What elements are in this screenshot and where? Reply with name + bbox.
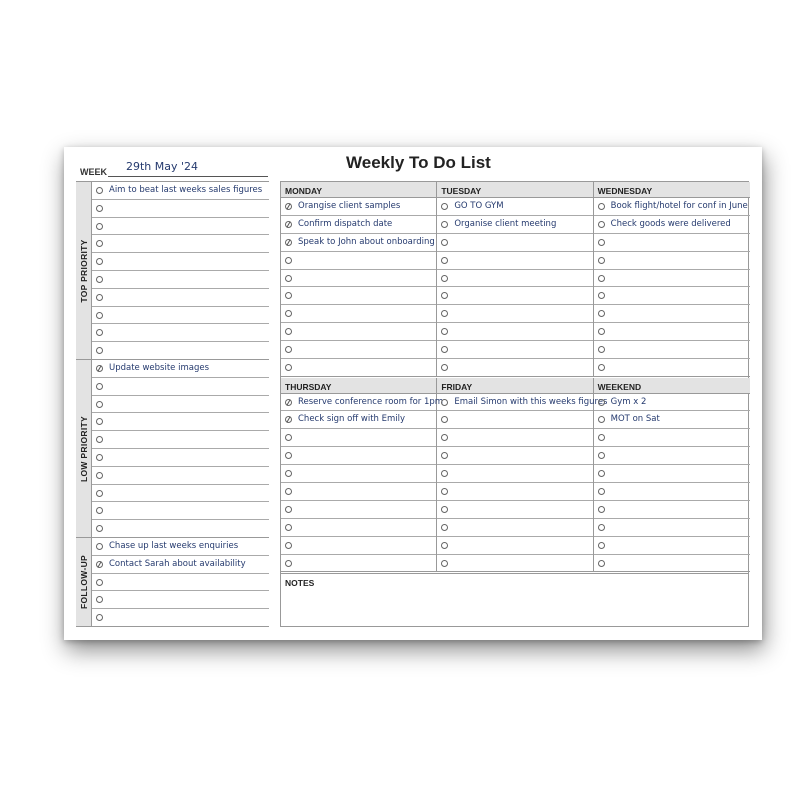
task-row[interactable] [437, 341, 592, 359]
task-row[interactable] [92, 182, 269, 200]
task-checkbox[interactable] [285, 275, 292, 282]
task-text: Contact Sarah about availability [109, 558, 246, 569]
task-checkbox[interactable] [598, 524, 605, 531]
task-row[interactable] [437, 287, 592, 305]
task-row[interactable] [437, 429, 592, 447]
task-checkbox[interactable] [598, 346, 605, 353]
task-row[interactable] [281, 411, 436, 429]
low-priority-label: LOW PRIORITY [78, 415, 89, 482]
task-row[interactable] [594, 216, 750, 234]
task-checkbox[interactable] [96, 365, 103, 372]
task-row[interactable] [594, 252, 750, 270]
task-row[interactable] [437, 501, 592, 519]
task-row[interactable] [281, 447, 436, 465]
task-row[interactable] [437, 447, 592, 465]
notes-area[interactable] [281, 573, 748, 626]
task-checkbox[interactable] [441, 239, 448, 246]
task-row[interactable] [92, 342, 269, 360]
top-priority-rows [92, 182, 269, 360]
task-checkbox[interactable] [441, 346, 448, 353]
task-row[interactable] [437, 555, 592, 573]
task-text: GO TO GYM [454, 201, 504, 211]
task-row[interactable] [594, 483, 750, 501]
task-text: Speak to John about onboarding [298, 236, 435, 247]
task-checkbox[interactable] [441, 542, 448, 549]
task-row[interactable] [437, 359, 592, 377]
task-row[interactable] [594, 501, 750, 519]
low-priority-section [76, 360, 269, 538]
day-column-monday [281, 182, 437, 377]
task-checkbox[interactable] [285, 346, 292, 353]
task-checkbox[interactable] [598, 257, 605, 264]
task-checkbox[interactable] [285, 434, 292, 441]
day-header: MONDAY [281, 182, 436, 198]
task-checkbox[interactable] [598, 364, 605, 371]
day-column-friday [437, 378, 608, 573]
task-row[interactable] [281, 537, 436, 555]
task-row[interactable] [281, 359, 436, 377]
top-priority-label: TOP PRIORITY [78, 238, 89, 303]
day-header: TUESDAY [437, 182, 592, 198]
task-checkbox[interactable] [441, 488, 448, 495]
task-checkbox[interactable] [285, 203, 292, 210]
task-checkbox[interactable] [441, 470, 448, 477]
task-row[interactable] [437, 198, 592, 216]
day-column-wednesday [594, 182, 750, 377]
task-row[interactable] [281, 483, 436, 501]
task-checkbox[interactable] [96, 401, 103, 408]
task-row[interactable] [594, 429, 750, 447]
task-checkbox[interactable] [96, 205, 103, 212]
task-row[interactable] [594, 341, 750, 359]
task-checkbox[interactable] [285, 364, 292, 371]
task-row[interactable] [594, 394, 750, 412]
task-checkbox[interactable] [441, 292, 448, 299]
priority-panel [76, 181, 269, 627]
task-row[interactable] [92, 396, 269, 414]
week-days-panel [280, 181, 749, 627]
task-checkbox[interactable] [96, 507, 103, 514]
task-text: Update website images [109, 363, 210, 373]
task-checkbox[interactable] [441, 506, 448, 513]
task-checkbox[interactable] [598, 310, 605, 317]
task-checkbox[interactable] [598, 203, 605, 210]
task-row[interactable] [281, 216, 436, 234]
task-row[interactable] [281, 323, 436, 341]
task-checkbox[interactable] [96, 596, 103, 603]
task-checkbox[interactable] [598, 434, 605, 441]
task-checkbox[interactable] [441, 221, 448, 228]
task-row[interactable] [92, 324, 269, 342]
planner-sheet [64, 147, 762, 640]
task-checkbox[interactable] [96, 329, 103, 336]
task-checkbox[interactable] [285, 328, 292, 335]
task-checkbox[interactable] [285, 292, 292, 299]
task-checkbox[interactable] [285, 239, 292, 246]
task-row[interactable] [92, 502, 269, 520]
task-row[interactable] [437, 305, 592, 323]
task-checkbox[interactable] [598, 506, 605, 513]
task-checkbox[interactable] [598, 292, 605, 299]
task-checkbox[interactable] [598, 488, 605, 495]
task-checkbox[interactable] [598, 470, 605, 477]
week-value[interactable]: 29th May '24 [126, 160, 199, 173]
task-row[interactable] [437, 537, 592, 555]
task-row[interactable] [281, 429, 436, 447]
task-row[interactable] [92, 200, 269, 218]
task-checkbox[interactable] [96, 561, 103, 568]
low-priority-rows [92, 360, 269, 538]
task-checkbox[interactable] [96, 258, 103, 265]
task-checkbox[interactable] [96, 312, 103, 319]
task-text: Gym x 2 [610, 396, 647, 407]
task-checkbox[interactable] [285, 506, 292, 513]
task-checkbox[interactable] [598, 221, 605, 228]
task-row[interactable] [594, 287, 750, 305]
day-header: FRIDAY [437, 378, 592, 394]
task-text: Confirm dispatch date [298, 218, 393, 229]
task-row[interactable] [437, 234, 592, 252]
task-row[interactable] [92, 556, 269, 574]
task-checkbox[interactable] [441, 560, 448, 567]
task-row[interactable] [92, 520, 269, 538]
low-priority-label-strip [76, 360, 92, 537]
task-row[interactable] [281, 270, 436, 288]
task-row[interactable] [281, 519, 436, 537]
task-row[interactable] [92, 218, 269, 236]
task-checkbox[interactable] [96, 223, 103, 230]
task-checkbox[interactable] [96, 347, 103, 354]
task-row[interactable] [437, 465, 592, 483]
notes-label: NOTES [285, 578, 315, 588]
task-text: Reserve conference room for 1pm [298, 396, 444, 407]
task-checkbox[interactable] [441, 310, 448, 317]
task-checkbox[interactable] [285, 542, 292, 549]
task-checkbox[interactable] [441, 275, 448, 282]
task-checkbox[interactable] [285, 470, 292, 477]
task-checkbox[interactable] [598, 452, 605, 459]
day-header: WEEKEND [594, 378, 750, 394]
task-checkbox[interactable] [96, 276, 103, 283]
task-checkbox[interactable] [96, 187, 103, 194]
task-checkbox[interactable] [441, 416, 448, 423]
task-row[interactable] [594, 198, 750, 216]
task-row[interactable] [437, 411, 592, 429]
task-text: Aim to beat last weeks sales figures [109, 185, 263, 195]
top-priority-section [76, 182, 269, 360]
task-row[interactable] [92, 271, 269, 289]
page-title: Weekly To Do List [346, 153, 491, 172]
task-row[interactable] [92, 378, 269, 396]
task-checkbox[interactable] [441, 203, 448, 210]
task-row[interactable] [281, 465, 436, 483]
task-row[interactable] [594, 537, 750, 555]
task-checkbox[interactable] [598, 239, 605, 246]
follow-up-section [76, 538, 269, 627]
task-row[interactable] [92, 289, 269, 307]
task-row[interactable] [92, 449, 269, 467]
task-checkbox[interactable] [285, 452, 292, 459]
task-row[interactable] [92, 235, 269, 253]
task-row[interactable] [281, 252, 436, 270]
task-text: Email Simon with this weeks figures [454, 396, 608, 407]
task-row[interactable] [92, 485, 269, 503]
task-checkbox[interactable] [441, 434, 448, 441]
task-text: Check sign off with Emily [298, 414, 406, 425]
task-checkbox[interactable] [285, 560, 292, 567]
day-column-thursday [281, 378, 444, 573]
task-row[interactable] [437, 216, 592, 234]
task-row[interactable] [594, 234, 750, 252]
task-row[interactable] [92, 413, 269, 431]
task-text: MOT on Sat [610, 414, 660, 425]
task-row[interactable] [437, 323, 592, 341]
task-text: Book flight/hotel for conf in June [610, 201, 748, 211]
task-checkbox[interactable] [598, 328, 605, 335]
task-checkbox[interactable] [285, 310, 292, 317]
task-row[interactable] [437, 483, 592, 501]
task-checkbox[interactable] [96, 579, 103, 586]
task-checkbox[interactable] [441, 364, 448, 371]
task-row[interactable] [92, 467, 269, 485]
task-text: Orangise client samples [298, 201, 401, 211]
task-row[interactable] [281, 198, 436, 216]
task-checkbox[interactable] [96, 490, 103, 497]
task-row[interactable] [281, 341, 436, 359]
task-row[interactable] [281, 287, 436, 305]
week-field-line [108, 176, 268, 177]
task-checkbox[interactable] [441, 328, 448, 335]
task-checkbox[interactable] [598, 560, 605, 567]
task-row[interactable] [594, 270, 750, 288]
task-checkbox[interactable] [441, 452, 448, 459]
task-row[interactable] [594, 323, 750, 341]
task-row[interactable] [281, 234, 436, 252]
task-row[interactable] [92, 609, 269, 627]
task-row[interactable] [594, 519, 750, 537]
task-row[interactable] [594, 555, 750, 573]
task-row[interactable] [437, 394, 608, 412]
top-priority-label-strip [76, 182, 92, 359]
task-row[interactable] [437, 519, 592, 537]
task-text: Check goods were delivered [610, 218, 731, 229]
task-checkbox[interactable] [285, 257, 292, 264]
task-row[interactable] [594, 411, 750, 429]
task-text: Chase up last weeks enquiries [109, 541, 239, 551]
day-header: THURSDAY [281, 378, 436, 394]
task-row[interactable] [92, 253, 269, 271]
task-row[interactable] [437, 252, 592, 270]
task-checkbox[interactable] [441, 257, 448, 264]
task-checkbox[interactable] [96, 525, 103, 532]
task-row[interactable] [92, 431, 269, 449]
day-column-tuesday [437, 182, 593, 377]
task-text: Organise client meeting [454, 218, 557, 229]
task-checkbox[interactable] [96, 472, 103, 479]
task-checkbox[interactable] [96, 436, 103, 443]
task-row[interactable] [594, 305, 750, 323]
task-row[interactable] [281, 394, 444, 412]
task-checkbox[interactable] [96, 543, 103, 550]
task-checkbox[interactable] [285, 221, 292, 228]
task-checkbox[interactable] [441, 524, 448, 531]
task-row[interactable] [92, 307, 269, 325]
task-row[interactable] [92, 591, 269, 609]
task-checkbox[interactable] [285, 416, 292, 423]
task-checkbox[interactable] [96, 454, 103, 461]
task-checkbox[interactable] [285, 488, 292, 495]
task-checkbox[interactable] [96, 614, 103, 621]
task-checkbox[interactable] [96, 294, 103, 301]
task-row[interactable] [281, 305, 436, 323]
task-row[interactable] [594, 465, 750, 483]
task-row[interactable] [92, 360, 269, 378]
follow-up-rows [92, 538, 269, 627]
day-column-weekend [594, 378, 750, 573]
task-row[interactable] [281, 501, 436, 519]
task-row[interactable] [92, 574, 269, 592]
task-row[interactable] [594, 447, 750, 465]
task-checkbox[interactable] [598, 416, 605, 423]
task-checkbox[interactable] [96, 240, 103, 247]
follow-up-label: FOLLOW-UP [78, 555, 89, 609]
task-checkbox[interactable] [598, 399, 605, 406]
follow-up-label-strip [76, 538, 92, 626]
task-checkbox[interactable] [96, 418, 103, 425]
task-checkbox[interactable] [598, 542, 605, 549]
week-label: WEEK [80, 167, 107, 177]
task-checkbox[interactable] [96, 383, 103, 390]
task-row[interactable] [594, 359, 750, 377]
task-checkbox[interactable] [285, 399, 292, 406]
day-header: WEDNESDAY [594, 182, 750, 198]
task-row[interactable] [281, 555, 436, 573]
task-row[interactable] [92, 538, 269, 556]
task-checkbox[interactable] [441, 399, 448, 406]
task-checkbox[interactable] [285, 524, 292, 531]
task-checkbox[interactable] [598, 275, 605, 282]
task-row[interactable] [437, 270, 592, 288]
